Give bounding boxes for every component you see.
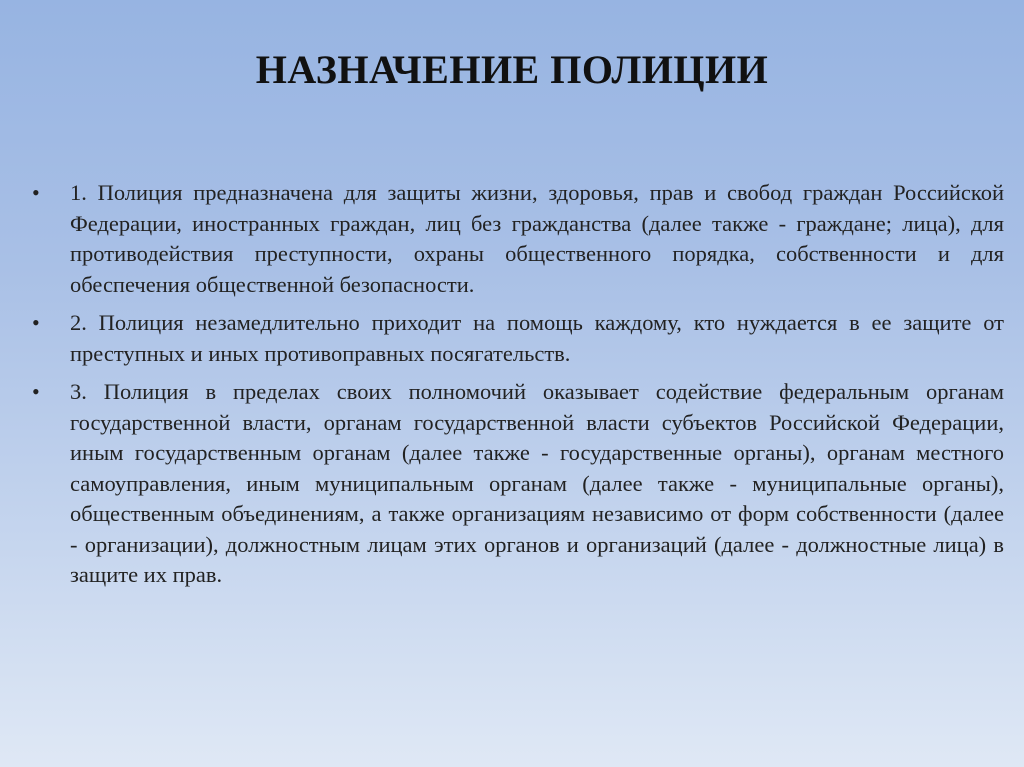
bullet-text-1: 1. Полиция предназначена для защиты жизни, здоровья, прав и свобод граждан Российской Федерации, иностранных граждан, лиц без гражданства (далее также - граждане; лица), для противодействия преступности, охраны общественного порядка, собственности и для обеспечения общественной безопасности. xyxy=(70,180,1004,297)
bullet-text-2: 2. Полиция незамедлительно приходит на помощь каждому, кто нуждается в ее защите от преступных и иных противоправных посягательств. xyxy=(70,310,1004,366)
bullet-list xyxy=(32,178,1004,599)
bullet-item-1 xyxy=(32,178,1004,300)
bullet-item-2 xyxy=(32,308,1004,369)
slide-title: НАЗНАЧЕНИЕ ПОЛИЦИИ xyxy=(255,47,769,92)
bullet-icon: • xyxy=(32,310,40,335)
bullet-icon: • xyxy=(32,379,40,404)
bullet-icon: • xyxy=(32,180,40,205)
bullet-item-3 xyxy=(32,377,1004,591)
bullet-text-3: 3. Полиция в пределах своих полномочий оказывает содействие федеральным органам государственной власти, органам государственной власти субъектов Российской Федерации, иным государственным органам (далее также - государственные органы), органам местного самоуправления, иным муниципальным органам (далее также - муниципальные органы), общественным объединениям, а также организациям независимо от форм собственности (далее - организации), должностным лицам этих органов и организаций (далее - должностные лица) в защите их прав. xyxy=(70,379,1004,587)
